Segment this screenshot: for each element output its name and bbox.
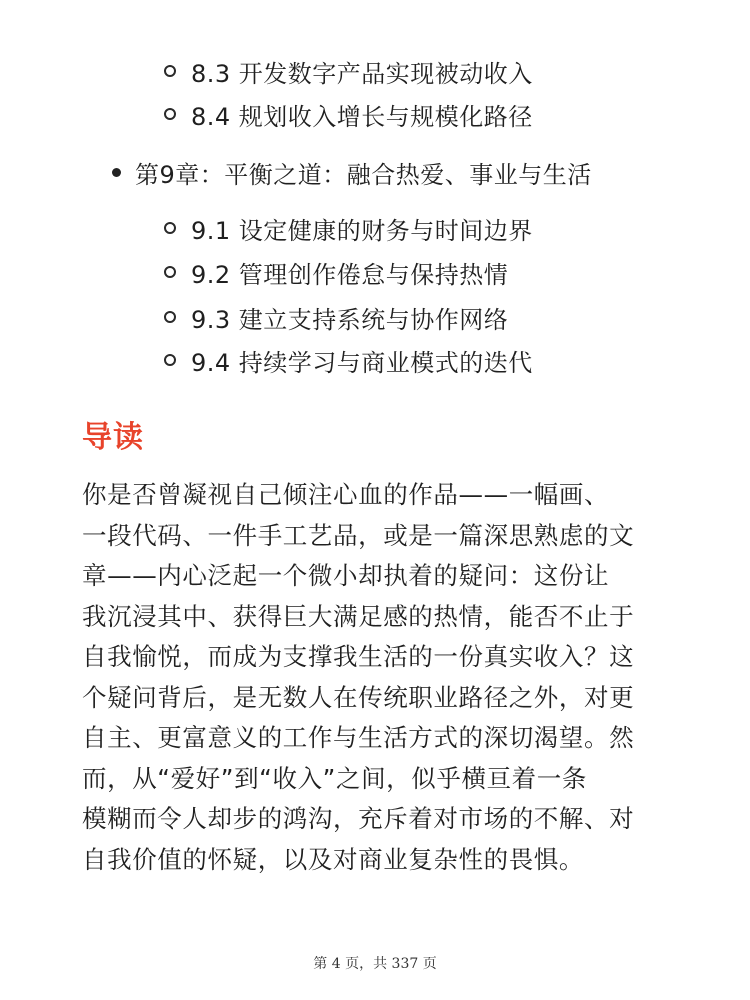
toc-item-label: 8.3 开发数字产品实现被动收入 xyxy=(191,59,533,88)
hollow-bullet-icon xyxy=(164,266,176,278)
toc-item-label: 9.2 管理创作倦怠与保持热情 xyxy=(191,260,509,289)
paragraph-line: 模糊而令人却步的鸿沟，充斥着对市场的不解、对 xyxy=(82,804,635,833)
intro-paragraph xyxy=(82,475,682,880)
paragraph-line: 个疑问背后，是无数人在传统职业路径之外，对更 xyxy=(82,682,635,712)
toc-item-9-2[interactable] xyxy=(164,254,508,290)
toc-item-9-1[interactable] xyxy=(164,210,533,246)
paragraph-line: 一段代码、一件手工艺品，或是一篇深思熟虑的文 xyxy=(82,520,635,550)
solid-bullet-icon xyxy=(112,168,121,177)
paragraph-line: 你是否曾凝视自己倾注心血的作品——一幅画、 xyxy=(82,480,610,509)
toc-chapter-label: 第9章：平衡之道：融合热爱、事业与生活 xyxy=(135,160,592,189)
paragraph-line: 我沉浸其中、获得巨大满足感的热情，能否不止于 xyxy=(82,601,635,631)
toc-item-label: 9.1 设定健康的财务与时间边界 xyxy=(191,216,533,245)
hollow-bullet-icon xyxy=(164,108,176,120)
paragraph-line: 章——内心泛起一个微小却执着的疑问：这份让 xyxy=(82,561,610,590)
hollow-bullet-icon xyxy=(164,354,176,366)
toc-item-label: 9.3 建立支持系统与协作网络 xyxy=(191,305,509,334)
paragraph-line: 自我愉悦，而成为支撑我生活的一份真实收入？这 xyxy=(82,642,635,671)
toc-item-label: 8.4 规划收入增长与规模化路径 xyxy=(191,102,533,131)
page-number: 第 4 页，共 337 页 xyxy=(313,956,437,972)
paragraph-line: 自我价值的怀疑，以及对商业复杂性的畏惧。 xyxy=(82,844,584,874)
toc-item-8-4[interactable] xyxy=(164,96,533,132)
hollow-bullet-icon xyxy=(164,65,176,77)
paragraph-line: 自主、更富意义的工作与生活方式的深切渴望。然 xyxy=(82,723,635,752)
section-heading: 导读 xyxy=(82,420,144,455)
paragraph-line: 而，从“爱好”到“收入”之间，似乎横亘着一条 xyxy=(82,763,587,793)
hollow-bullet-icon xyxy=(164,311,176,323)
toc-item-9-4[interactable] xyxy=(164,342,533,378)
toc-chapter-9[interactable] xyxy=(112,154,592,190)
hollow-bullet-icon xyxy=(164,222,176,234)
toc-item-8-3[interactable] xyxy=(164,53,533,89)
toc-item-9-3[interactable] xyxy=(164,299,508,335)
toc-item-label: 9.4 持续学习与商业模式的迭代 xyxy=(191,348,533,377)
